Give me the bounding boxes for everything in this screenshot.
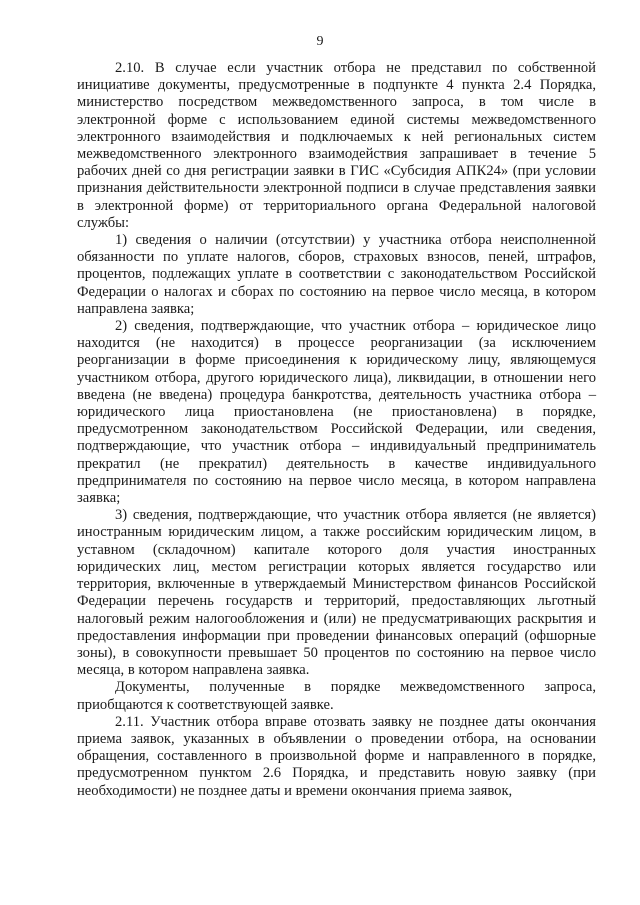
document-body bbox=[77, 60, 596, 800]
paragraph-item-2: 2) сведения, подтверждающие, что участник отбора – юридическое лицо находится (не находится) в процессе реорганизации (за исключением реорганизации в форме присоединения к юридическому лицу, являющемуся участником отбора, другого юридического лица), ликвидации, в отношении него введена (не введена) процедура банкротства, деятельность участника отбора – юридического лица приостановлена (не приостановлена) в порядке, предусмотренном законодательством Российской Федерации, или сведения, подтверждающие, что участник отбора – индивидуальный предприниматель прекратил (не прекратил) деятельность в качестве индивидуального предпринимателя по состоянию на первое число месяца, в котором направлена заявка; bbox=[77, 318, 596, 507]
paragraph-item-3: 3) сведения, подтверждающие, что участник отбора является (не является) иностранным юридическим лицом, а также российским юридическим лицом, в уставном (складочном) капитале которого доля участия иностранных юридических лиц, местом регистрации которых является государство или территория, включенные в утверждаемый Министерством финансов Российской Федерации перечень государств и территорий, предоставляющих льготный налоговый режим налогообложения и (или) не предусматривающих раскрытия и предоставления информации при проведении финансовых операций (офшорные зоны), в совокупности превышает 50 процентов по состоянию на первое число месяца, в котором направлена заявка. bbox=[77, 507, 596, 679]
paragraph-2-10: 2.10. В случае если участник отбора не представил по собственной инициативе документы, предусмотренные в подпункте 4 пункта 2.4 Порядка, министерство посредством межведомственного запроса, в том числе в электронной форме с использованием единой системы межведомственного электронного взаимодействия и подключаемых к ней региональных систем межведомственного электронного взаимодействия запрашивает в течение 5 рабочих дней со дня регистрации заявки в ГИС «Субсидия АПК24» (при условии признания действительности электронной подписи в случае представления заявки в электронной форме) от территориального органа Федеральной налоговой службы: bbox=[77, 60, 596, 231]
paragraph-2-11: 2.11. Участник отбора вправе отозвать заявку не позднее даты окончания приема заявок, указанных в объявлении о проведении отбора, на основании обращения, составленного в произвольной форме и направленного в порядке, предусмотренном пунктом 2.6 Порядка, и представить новую заявку (при необходимости) не позднее даты и времени окончания приема заявок, bbox=[77, 713, 596, 799]
page-number: 9 bbox=[316, 34, 324, 49]
paragraph-documents: Документы, полученные в порядке межведомственного запроса, приобщаются к соответствующей заявке. bbox=[77, 679, 596, 713]
paragraph-item-1: 1) сведения о наличии (отсутствии) у участника отбора неисполненной обязанности по уплате налогов, сборов, страховых взносов, пеней, штрафов, процентов, подлежащих уплате в соответствии с законодательством Российской Федерации о налогах и сборах по состоянию на первое число месяца, в котором направлена заявка; bbox=[77, 232, 596, 317]
